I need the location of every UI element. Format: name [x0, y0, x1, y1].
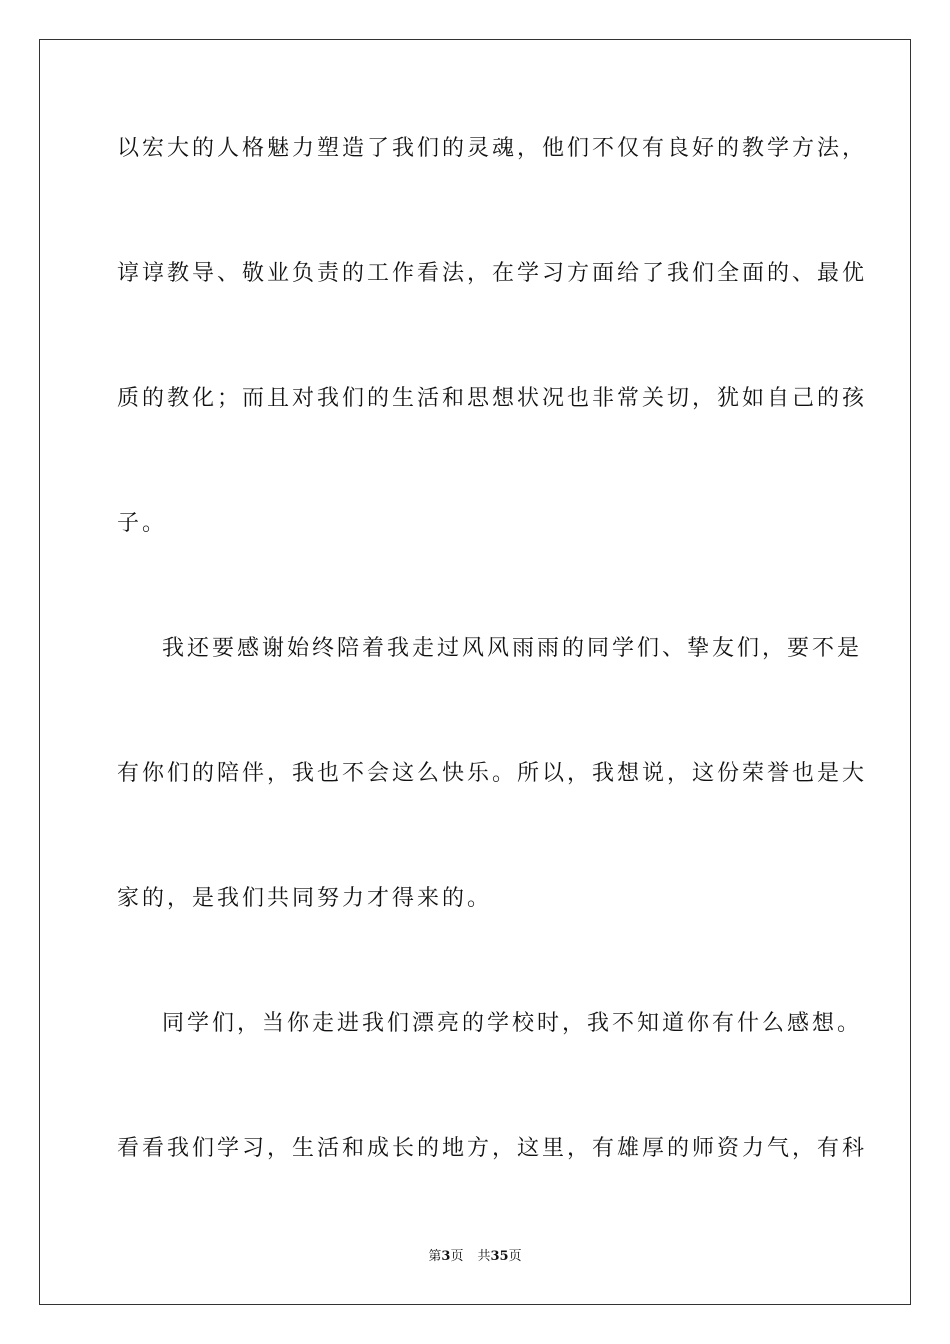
paragraph-2-line-1: 我还要感谢始终陪着我走过风风雨雨的同学们、挚友们，要不是: [162, 636, 863, 661]
text-line-4: 子。: [117, 511, 168, 536]
footer-page-prefix: 第: [428, 1249, 442, 1264]
text-line-7: 家的，是我们共同努力才得来的。: [117, 886, 493, 911]
text-line-2: 谆谆教导、敬业负责的工作看法，在学习方面给了我们全面的、最优: [117, 261, 868, 286]
footer-total-pages: 35: [490, 1249, 509, 1264]
text-line-3: 质的教化；而且对我们的生活和思想状况也非常关切，犹如自己的孩: [117, 386, 868, 411]
footer-page-suffix: 页: [450, 1249, 464, 1264]
footer-page-number: 3: [441, 1249, 451, 1264]
paragraph-3-line-1: 同学们，当你走进我们漂亮的学校时，我不知道你有什么感想。: [162, 1011, 863, 1036]
text-line-9: 看看我们学习，生活和成长的地方，这里，有雄厚的师资力气，有科: [117, 1136, 868, 1161]
footer-total-suffix: 页: [508, 1249, 522, 1264]
text-line-6: 有你们的陪伴，我也不会这么快乐。所以，我想说，这份荣誉也是大: [117, 761, 868, 786]
footer-total-prefix: 共: [477, 1249, 491, 1264]
page-border: [39, 39, 911, 1305]
text-line-1: 以宏大的人格魅力塑造了我们的灵魂，他们不仅有良好的教学方法，: [117, 136, 868, 161]
page-footer: [0, 1248, 950, 1266]
